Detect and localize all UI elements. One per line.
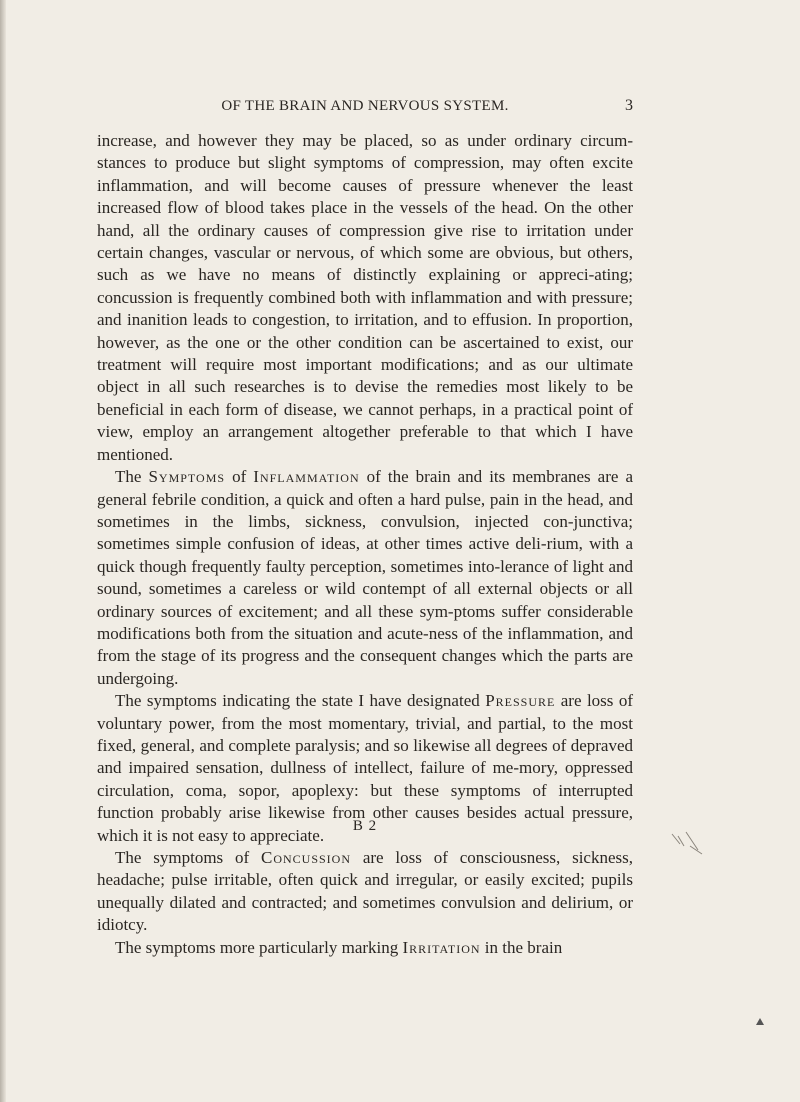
small-caps-term: Inflammation xyxy=(253,467,360,487)
text-segment: of the brain and its membranes are a general febrile condition, a quick and often a hard pulse, pain in the head, and sometimes in the limbs, sickness, convulsion, injected con-junctiva; sometimes simple confusion of ideas, at other times active deli-rium, with a quick though frequently faulty perception, sometimes into-lerance of light and sound, sometimes a careless or wild contempt of all external objects or all ordinary sources of excitement; and all these sym-ptoms suffer considerable modifications both from the situation and acute-ness of the inflammation, and from the stage of its progress and the consequent changes which the parts are undergoing. xyxy=(97,467,634,688)
pencil-scribble-mark xyxy=(668,830,708,860)
text-segment: The symptoms of xyxy=(115,848,261,867)
text-segment: The symptoms more particularly marking xyxy=(115,937,403,957)
running-title: OF THE BRAIN AND NERVOUS SYSTEM. xyxy=(221,98,509,114)
running-head xyxy=(97,94,633,122)
text-segment: The symptoms indicating the state I have designated xyxy=(115,691,486,711)
text-segment: The xyxy=(115,467,149,487)
text-segment: are loss of voluntary power, from the most momentary, trivial, and partial, to the most fixed, general, and complete paralysis; and so likewise all degrees of depraved and impaired sensation, dullness of intellect, failure of me-mory, oppressed circulation, coma, sopor, apoplexy: but these symptoms of interrupted function probably arise likewise from other causes besides actual pressure, which it is not easy to appreciate. xyxy=(97,691,634,845)
small-caps-term: Symptoms xyxy=(148,467,226,487)
page-number: 3 xyxy=(625,97,633,114)
small-caps-term: Pressure xyxy=(485,691,556,711)
text-segment: of xyxy=(225,467,254,487)
signature-mark: B 2 xyxy=(352,818,378,834)
text-segment: in the brain xyxy=(480,937,563,957)
paragraph xyxy=(97,847,633,937)
paragraph xyxy=(97,466,633,690)
text-segment: increase, and however they may be placed, so as under ordinary circum-stances to produce but slight symptoms of compression, may often excite inflammation, and will become causes of pressure whenever the least increased flow of blood takes place in the vessels of the head. On the other hand, all the ordinary causes of compression give rise to irritation under certain changes, vascular or nervous, of which some are obvious, but others, such as we have no means of distinctly explaining or appreci-ating; concussion is frequently combined both with inflammation and with pressure; and inanition leads to congestion, to irritation, and to effusion. In proportion, however, as the one or the other condition can be ascertained to exist, our treatment will require most important modifications; and as our ultimate object in all such researches is to devise the remedies most likely to be beneficial in each form of disease, we cannot perhaps, in a practical point of view, employ an arrangement altogether preferable to that which I have mentioned. xyxy=(97,131,633,464)
small-caps-term: Concussion xyxy=(260,848,352,867)
paragraph xyxy=(97,130,633,466)
page-edge-shadow xyxy=(0,0,6,1102)
paragraph xyxy=(97,937,633,959)
margin-triangle-mark xyxy=(756,1018,764,1025)
small-caps-term: Irritation xyxy=(402,937,481,957)
text-segment: are loss of consciousness, sickness, headache; pulse irritable, often quick and irregular, or easily excited; pupils unequally dilated and contracted; and sometimes convulsion and delirium, or idiotcy. xyxy=(97,848,633,935)
